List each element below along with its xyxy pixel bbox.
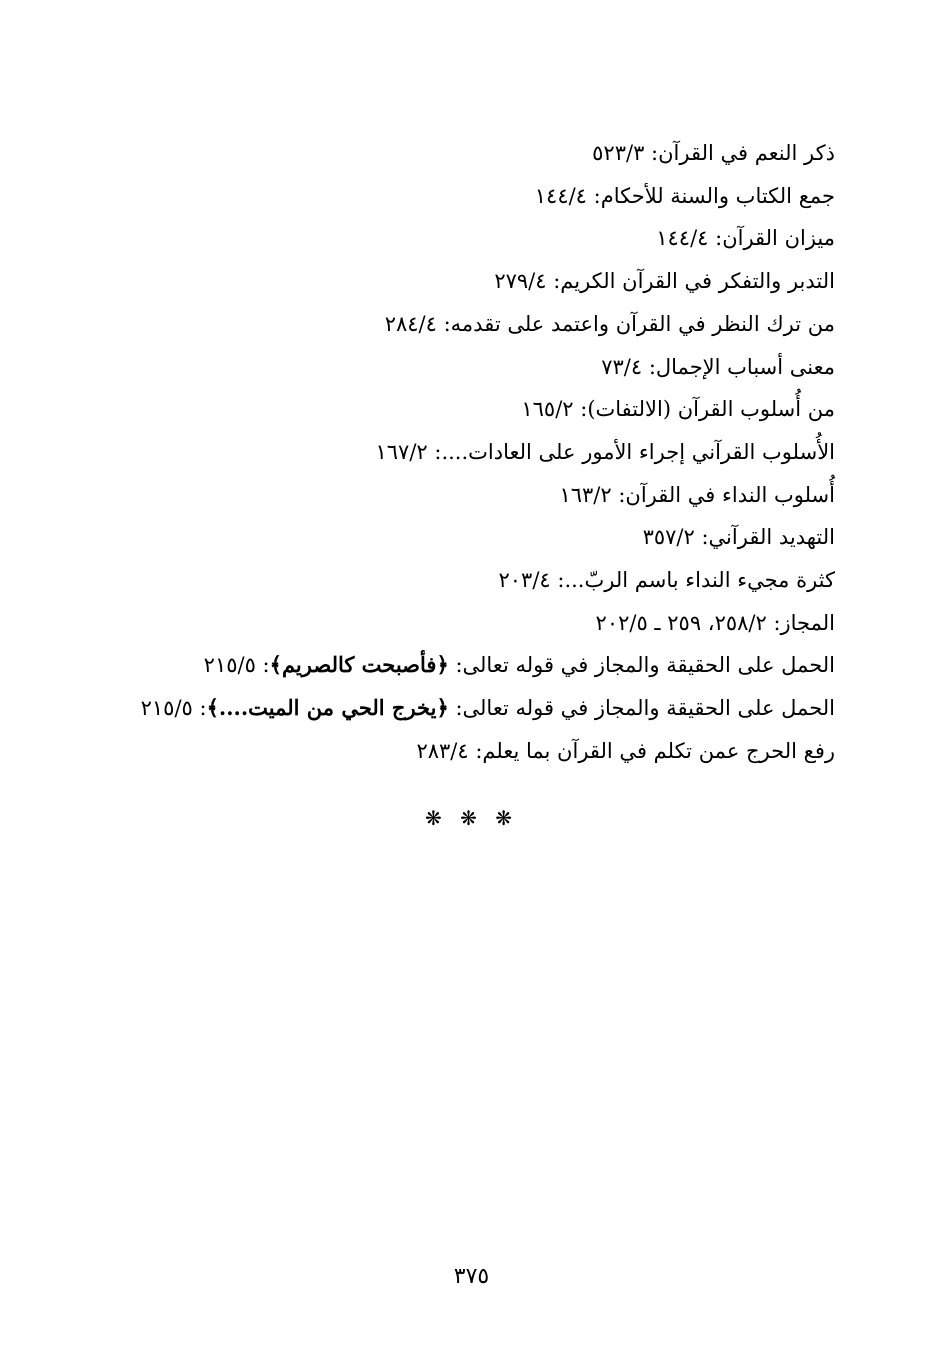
index-entry: المجاز: ٢٥٨/٢، ٢٥٩ ـ ٢٠٢/٥ (595, 610, 835, 635)
index-entry: ذكر النعم في القرآن: ٥٢٣/٣ (592, 141, 835, 165)
index-entry: رفع الحرج عمن تكلم في القرآن بما يعلم: ٢٨٣/٤ (416, 738, 835, 763)
index-entry: من ترك النظر في القرآن واعتمد على تقدمه: ٢٨٤/٤ (384, 311, 835, 336)
index-entry: معنى أسباب الإجمال: ٧٣/٤ (601, 354, 835, 379)
index-entry: الحمل على الحقيقة والمجاز في قوله تعالى: ﴿فأصبحت كالصريم﴾: ٢١٥/٥ (203, 652, 835, 678)
index-entry: التهديد القرآني: ٣٥٧/٢ (642, 525, 835, 550)
page-number: ٣٧٥ (453, 1264, 490, 1289)
index-entry-list (55, 132, 835, 773)
index-entry: التدبر والتفكر في القرآن الكريم: ٢٧٩/٤ (494, 269, 835, 294)
index-entry: جمع الكتاب والسنة للأحكام: ١٤٤/٤ (534, 183, 835, 208)
quran-quote: ﴿فأصبحت كالصريم﴾ (269, 652, 449, 678)
index-entry: الأُسلوب القرآني إجراء الأمور على العادات....: ١٦٧/٢ (375, 439, 835, 464)
section-separator: ❋ ❋ ❋ (425, 806, 518, 830)
index-entry: من أُسلوب القرآن (الالتفات): ١٦٥/٢ (521, 397, 835, 422)
quran-quote: ﴿يخرج الحي من الميت....﴾ (206, 695, 449, 721)
index-entry: أُسلوب النداء في القرآن: ١٦٣/٢ (559, 482, 835, 507)
index-entry: ميزان القرآن: ١٤٤/٤ (656, 226, 835, 251)
index-entry: الحمل على الحقيقة والمجاز في قوله تعالى: ﴿يخرج الحي من الميت....﴾: ٢١٥/٥ (140, 695, 835, 721)
index-entry: كثرة مجيء النداء باسم الربّ...: ٢٠٣/٤ (498, 568, 835, 593)
